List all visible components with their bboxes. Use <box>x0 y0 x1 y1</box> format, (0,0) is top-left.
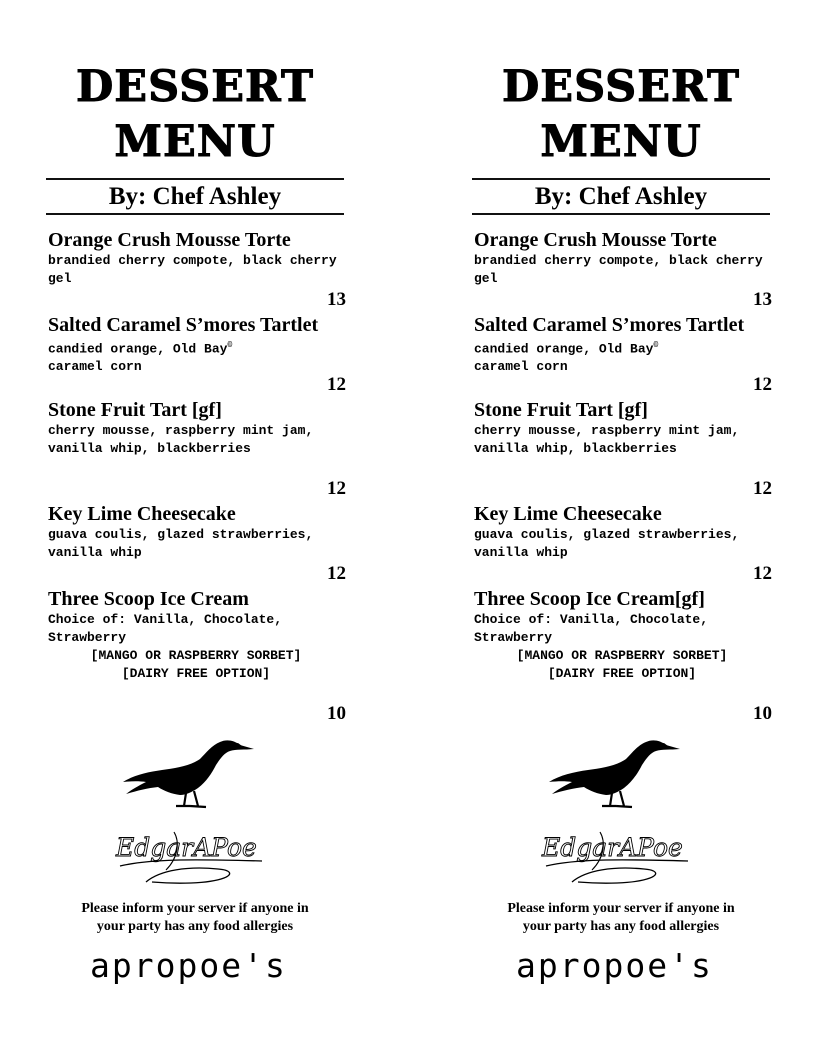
item-note: [MANGO OR RASPBERRY SORBET] <box>516 648 728 663</box>
item-description: cherry mousse, raspberry mint jam, vanilla whip, blackberries <box>474 423 740 456</box>
allergy-notice-line-2: your party has any food allergies <box>96 919 294 934</box>
apropoes-logo <box>90 944 300 992</box>
bottom-divider <box>472 213 770 215</box>
item-description: Choice of: Vanilla, Chocolate, Strawberry <box>474 612 709 645</box>
item-description: guava coulis, glazed strawberries, vanilla whip <box>474 527 740 560</box>
item-price: 10 <box>753 703 772 724</box>
menu-item <box>474 503 770 562</box>
edgar-a-poe-signature <box>110 826 270 892</box>
menu-item <box>48 399 344 458</box>
menu-item <box>474 399 770 458</box>
top-divider <box>46 178 344 180</box>
item-name: Three Scoop Ice Cream[gf] <box>474 588 705 610</box>
item-price: 12 <box>753 374 772 395</box>
menu-item <box>474 229 770 288</box>
top-divider <box>472 178 770 180</box>
menu-title <box>46 60 344 170</box>
raven-icon <box>546 735 688 811</box>
menu-title <box>472 60 770 170</box>
signature-text: EdgarAPoe <box>542 833 683 862</box>
item-price: 13 <box>753 289 772 310</box>
item-description: brandied cherry compote, black cherry gel <box>474 253 763 286</box>
dessert-menu-right <box>472 0 772 1056</box>
menu-item <box>48 588 344 683</box>
item-name: Salted Caramel S’mores Tartlet <box>48 314 319 336</box>
allergy-notice-line-1: Please inform your server if anyone in <box>81 901 309 916</box>
copyright-mark: © <box>227 341 233 350</box>
item-name: Key Lime Cheesecake <box>474 503 662 525</box>
item-note: [MANGO OR RASPBERRY SORBET] <box>90 648 302 663</box>
dessert-menu-left <box>46 0 346 1056</box>
item-description: cherry mousse, raspberry mint jam, vanilla whip, blackberries <box>48 423 314 456</box>
item-description: guava coulis, glazed strawberries, vanilla whip <box>48 527 314 560</box>
item-price: 12 <box>327 478 346 499</box>
item-description: Choice of: Vanilla, Chocolate, Strawberry <box>48 612 283 645</box>
item-name: Orange Crush Mousse Torte <box>474 229 717 251</box>
item-price: 13 <box>327 289 346 310</box>
chef-byline: By: Chef Ashley <box>534 183 708 210</box>
apropoes-logo-text: apropoe's <box>90 946 287 985</box>
edgar-a-poe-signature <box>536 826 696 892</box>
menu-item <box>474 314 770 376</box>
copyright-mark: © <box>653 341 659 350</box>
item-price: 12 <box>327 374 346 395</box>
item-price: 12 <box>753 563 772 584</box>
item-note: [DAIRY FREE OPTION] <box>547 666 697 681</box>
item-price: 12 <box>753 478 772 499</box>
menu-item <box>48 229 344 288</box>
item-name: Orange Crush Mousse Torte <box>48 229 291 251</box>
menu-title-line-1: DESSERT <box>502 62 740 112</box>
signature-text: EdgarAPoe <box>116 833 257 862</box>
apropoes-logo <box>516 944 726 992</box>
item-name: Key Lime Cheesecake <box>48 503 236 525</box>
item-description <box>474 337 770 376</box>
item-name: Stone Fruit Tart [gf] <box>48 399 222 421</box>
menu-title-line-2: MENU <box>114 117 276 167</box>
item-description-text: caramel corn <box>474 359 568 375</box>
menu-title-line-2: MENU <box>540 117 702 167</box>
menu-item <box>474 588 770 683</box>
item-price: 10 <box>327 703 346 724</box>
allergy-notice-line-1: Please inform your server if anyone in <box>507 901 735 916</box>
item-name: Three Scoop Ice Cream <box>48 588 249 610</box>
allergy-notice <box>46 900 344 936</box>
item-description-text: caramel corn <box>48 359 142 375</box>
allergy-notice <box>472 900 770 936</box>
item-name: Salted Caramel S’mores Tartlet <box>474 314 745 336</box>
item-name: Stone Fruit Tart [gf] <box>474 399 648 421</box>
item-description-text: candied orange, Old Bay <box>474 341 654 357</box>
bottom-divider <box>46 213 344 215</box>
chef-byline: By: Chef Ashley <box>108 183 282 210</box>
menu-title-line-1: DESSERT <box>76 62 314 112</box>
raven-icon <box>120 735 262 811</box>
menu-item <box>48 503 344 562</box>
apropoes-logo-text: apropoe's <box>516 946 713 985</box>
item-price: 12 <box>327 563 346 584</box>
menu-item <box>48 314 344 376</box>
allergy-notice-line-2: your party has any food allergies <box>522 919 720 934</box>
item-description <box>48 337 344 376</box>
item-note: [DAIRY FREE OPTION] <box>121 666 271 681</box>
item-description: brandied cherry compote, black cherry gel <box>48 253 337 286</box>
item-description-text: candied orange, Old Bay <box>48 341 228 357</box>
